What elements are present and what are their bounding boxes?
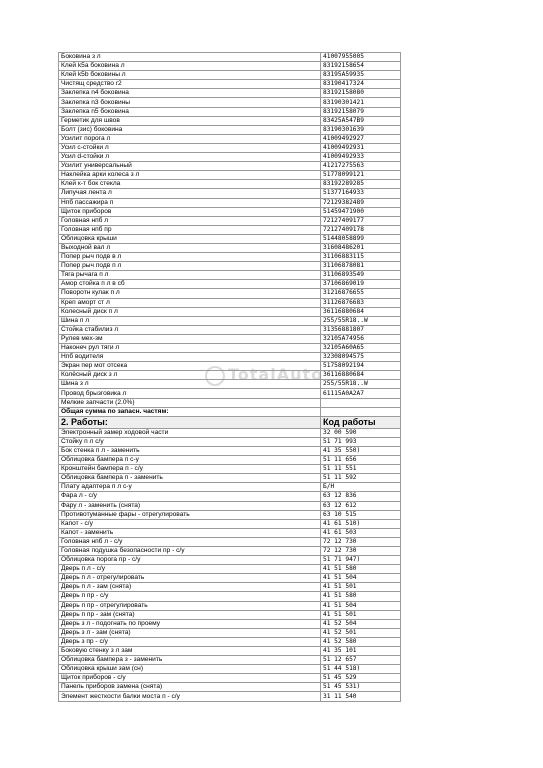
works-code: 63 12 612 — [321, 501, 401, 510]
parts-code: 83190301639 — [321, 125, 401, 134]
parts-code: 72127409178 — [321, 225, 401, 234]
works-row — [59, 565, 401, 574]
parts-row — [59, 207, 401, 216]
parts-name: Шина п л — [59, 316, 321, 325]
parts-name: Болт (зис) боковина — [59, 125, 321, 134]
parts-row — [59, 362, 401, 371]
works-row — [59, 683, 401, 692]
parts-name: Герметик для швов — [59, 116, 321, 125]
parts-code: 255/55R18..W — [321, 316, 401, 325]
works-code-header: Код работы — [321, 416, 401, 428]
works-code: 41 51 504 — [321, 574, 401, 583]
works-name: Кронштейн бампера п - с/у — [59, 465, 321, 474]
parts-code: 36116880684 — [321, 371, 401, 380]
parts-code: 31106893549 — [321, 271, 401, 280]
works-code: 51 45 529 — [321, 674, 401, 683]
parts-name: Наконеч рул тяги л — [59, 344, 321, 353]
works-code: 41 35 550) — [321, 446, 401, 455]
parts-row — [59, 153, 401, 162]
parts-row — [59, 180, 401, 189]
works-code: 41 61 510) — [321, 519, 401, 528]
works-name: Фара л - с/у — [59, 492, 321, 501]
parts-row — [59, 134, 401, 143]
parts-name: Креп аморт ст л — [59, 298, 321, 307]
works-name: Головная нпб л - с/у — [59, 537, 321, 546]
parts-name: Нпб водителя — [59, 353, 321, 362]
works-name: Дверь п л - отрегулировать — [59, 574, 321, 583]
works-name: Бок стенка п л - заменить — [59, 446, 321, 455]
works-code: 41 35 101 — [321, 647, 401, 656]
works-code: 41 51 504 — [321, 601, 401, 610]
parts-code: 32308094575 — [321, 353, 401, 362]
parts-code: 83192289285 — [321, 180, 401, 189]
parts-code: 41217275563 — [321, 162, 401, 171]
parts-row — [59, 389, 401, 398]
works-row — [59, 610, 401, 619]
parts-code: 41009492931 — [321, 143, 401, 152]
parts-name: Рулев мех-зм — [59, 334, 321, 343]
works-name: Дверь з пр - с/у — [59, 637, 321, 646]
works-row — [59, 446, 401, 455]
parts-row — [59, 334, 401, 343]
parts-row — [59, 189, 401, 198]
parts-total-row — [59, 407, 401, 416]
works-code: 72 12 730 — [321, 537, 401, 546]
parts-row — [59, 171, 401, 180]
parts-name: Провод брызговика л — [59, 389, 321, 398]
parts-name: Щиток приборов — [59, 207, 321, 216]
parts-code: 31356881807 — [321, 325, 401, 334]
parts-name: Колёсный диск з л — [59, 371, 321, 380]
works-name: Облицовка бампера з - заменить — [59, 656, 321, 665]
works-code: 63 10 515 — [321, 510, 401, 519]
estimate-sheet — [58, 52, 400, 702]
works-name: Щиток приборов - с/у — [59, 674, 321, 683]
works-name: Фару л - заменить (снята) — [59, 501, 321, 510]
parts-row — [59, 53, 401, 62]
parts-code: 83192158079 — [321, 107, 401, 116]
works-code: 51 11 551 — [321, 465, 401, 474]
works-row — [59, 674, 401, 683]
works-name: Плату адаптера п л с-у — [59, 483, 321, 492]
parts-code: 72127409177 — [321, 216, 401, 225]
parts-name: Усил d-стойки л — [59, 153, 321, 162]
parts-row — [59, 62, 401, 71]
parts-code: 83190301421 — [321, 98, 401, 107]
works-header — [59, 416, 401, 428]
parts-row — [59, 143, 401, 152]
parts-row — [59, 289, 401, 298]
parts-row — [59, 80, 401, 89]
parts-row — [59, 298, 401, 307]
parts-name: Заклепка n3 боковины — [59, 98, 321, 107]
works-code: 72 12 730 — [321, 546, 401, 555]
parts-code: 61115A0A2A7 — [321, 389, 401, 398]
parts-name: Поворотн кулак п л — [59, 289, 321, 298]
works-code: Б/Н — [321, 483, 401, 492]
parts-code: 36116880684 — [321, 307, 401, 316]
works-row — [59, 537, 401, 546]
works-name: Облицовка крыши зам (сн) — [59, 665, 321, 674]
works-name: Дверь п пр - зам (снята) — [59, 610, 321, 619]
parts-code: 51778099121 — [321, 171, 401, 180]
parts-name: Липучая лента л — [59, 189, 321, 198]
parts-rows — [59, 53, 401, 408]
works-code: 51 44 518) — [321, 665, 401, 674]
works-name: Облицовка порога пр - с/у — [59, 556, 321, 565]
parts-row — [59, 234, 401, 243]
parts-code: 83425A547B9 — [321, 116, 401, 125]
works-row — [59, 556, 401, 565]
parts-name: Амор стойка п л в сб — [59, 280, 321, 289]
parts-row — [59, 307, 401, 316]
parts-name: Стойка стабилиз л — [59, 325, 321, 334]
parts-name: Попер рыч подв п л — [59, 262, 321, 271]
works-code: 41 51 501 — [321, 583, 401, 592]
works-row — [59, 637, 401, 646]
works-code: 41 52 501 — [321, 628, 401, 637]
parts-code: 31608486201 — [321, 243, 401, 252]
watermark-text: TotalAuto — [228, 365, 324, 384]
parts-row — [59, 253, 401, 262]
parts-name: Наклейка арки колеса з л — [59, 171, 321, 180]
works-name: Панель приборов замена (снята) — [59, 683, 321, 692]
works-row — [59, 665, 401, 674]
parts-row — [59, 198, 401, 207]
parts-code: 41007955005 — [321, 53, 401, 62]
parts-name: Экран пер мот отсека — [59, 362, 321, 371]
parts-name: Усилит универсальный — [59, 162, 321, 171]
works-name: Дверь з л - зам (снята) — [59, 628, 321, 637]
works-row — [59, 528, 401, 537]
works-name: Противотуманные фары - отрегулировать — [59, 510, 321, 519]
parts-name: Шина з л — [59, 380, 321, 389]
parts-code: 41009492927 — [321, 134, 401, 143]
works-code: 31 11 540 — [321, 692, 401, 701]
parts-name: Усилит порога л — [59, 134, 321, 143]
works-code: 51 11 592 — [321, 474, 401, 483]
estimate-table — [58, 52, 401, 702]
parts-code: 83195A59935 — [321, 71, 401, 80]
works-name: Дверь п пр - отрегулировать — [59, 601, 321, 610]
works-name: Головная подушка безопасности пр - с/у — [59, 546, 321, 555]
parts-name: Колесный диск п л — [59, 307, 321, 316]
works-row — [59, 437, 401, 446]
parts-row — [59, 316, 401, 325]
works-row — [59, 546, 401, 555]
works-code: 51 71 947) — [321, 556, 401, 565]
works-name: Дверь з л - подогнать по проему — [59, 619, 321, 628]
works-code: 41 52 504 — [321, 619, 401, 628]
parts-code: 83190417324 — [321, 80, 401, 89]
parts-row — [59, 243, 401, 252]
parts-code: 51459471900 — [321, 207, 401, 216]
parts-row — [59, 398, 401, 407]
works-row — [59, 628, 401, 637]
works-code: 41 52 580 — [321, 637, 401, 646]
works-name: Дверь п л - с/у — [59, 565, 321, 574]
works-code: 63 12 836 — [321, 492, 401, 501]
parts-total — [59, 407, 401, 416]
parts-code: 51377164933 — [321, 189, 401, 198]
parts-name: Клей k5a боковина л — [59, 62, 321, 71]
parts-row — [59, 71, 401, 80]
parts-code: 83192158654 — [321, 62, 401, 71]
works-row — [59, 519, 401, 528]
parts-code: 255/55R18..W — [321, 380, 401, 389]
parts-name: Облицовка крыши — [59, 234, 321, 243]
parts-name: Тяга рычага п л — [59, 271, 321, 280]
works-code: 32 00 590 — [321, 428, 401, 437]
works-section-title: 2. Работы: — [59, 416, 321, 428]
parts-row — [59, 371, 401, 380]
works-row — [59, 692, 401, 701]
parts-row — [59, 116, 401, 125]
parts-code: 41009492933 — [321, 153, 401, 162]
parts-code: 31126876683 — [321, 298, 401, 307]
parts-name: Чистящ средство r2 — [59, 80, 321, 89]
works-row — [59, 601, 401, 610]
parts-name: Мелкие запчасти (2.0%) — [59, 398, 321, 407]
works-name: Электронный замер ходовой части — [59, 428, 321, 437]
works-code: 41 61 503 — [321, 528, 401, 537]
works-name: Элемент жесткости балки моста п - с/у — [59, 692, 321, 701]
works-row — [59, 656, 401, 665]
works-row — [59, 465, 401, 474]
works-row — [59, 592, 401, 601]
parts-row — [59, 271, 401, 280]
works-code: 51 12 657 — [321, 656, 401, 665]
parts-row — [59, 325, 401, 334]
parts-code: 51448058899 — [321, 234, 401, 243]
works-row — [59, 483, 401, 492]
works-rows — [59, 428, 401, 701]
parts-row — [59, 125, 401, 134]
parts-row — [59, 262, 401, 271]
parts-name: Заклепка n4 боковина — [59, 89, 321, 98]
parts-code: 32105A60A65 — [321, 344, 401, 353]
parts-code: 31106883115 — [321, 253, 401, 262]
works-row — [59, 428, 401, 437]
works-name: Боковую стенку з л зам — [59, 647, 321, 656]
works-row — [59, 574, 401, 583]
works-row — [59, 456, 401, 465]
works-name: Дверь п л - зам (снята) — [59, 583, 321, 592]
works-row — [59, 501, 401, 510]
works-name: Капот - заменить — [59, 528, 321, 537]
parts-code: 51758092194 — [321, 362, 401, 371]
parts-total-label: Общая сумма по запасн. частям: — [59, 407, 321, 416]
works-code: 51 45 531) — [321, 683, 401, 692]
parts-name: Заклепка n5 боковина — [59, 107, 321, 116]
works-row — [59, 619, 401, 628]
works-name: Стойку п л с/у — [59, 437, 321, 446]
parts-row — [59, 225, 401, 234]
works-row — [59, 474, 401, 483]
works-code: 41 51 501 — [321, 610, 401, 619]
works-code: 51 71 993 — [321, 437, 401, 446]
parts-row — [59, 89, 401, 98]
works-name: Облицовка бампера п с-у — [59, 456, 321, 465]
parts-name: Клей к-т бок стекла — [59, 180, 321, 189]
works-code: 41 51 580 — [321, 592, 401, 601]
parts-row — [59, 344, 401, 353]
parts-name: Боковина з л — [59, 53, 321, 62]
parts-code: 72129382489 — [321, 198, 401, 207]
parts-name: Клей k5b боковины л — [59, 71, 321, 80]
parts-code: 32105A74956 — [321, 334, 401, 343]
parts-name: Выходной вал л — [59, 243, 321, 252]
parts-code — [321, 398, 401, 407]
parts-row — [59, 107, 401, 116]
parts-name: Усил с-стойки л — [59, 143, 321, 152]
parts-code: 31106878081 — [321, 262, 401, 271]
works-section-row — [59, 416, 401, 428]
parts-name: Головная нпб пр — [59, 225, 321, 234]
works-name: Дверь п пр - с/у — [59, 592, 321, 601]
parts-row — [59, 380, 401, 389]
works-row — [59, 492, 401, 501]
works-name: Капот - с/у — [59, 519, 321, 528]
parts-name: Нпб пассажира п — [59, 198, 321, 207]
works-code: 41 51 580 — [321, 565, 401, 574]
parts-code: 37106869019 — [321, 280, 401, 289]
parts-name: Головная нпб л — [59, 216, 321, 225]
parts-code: 83192158080 — [321, 89, 401, 98]
parts-total-value — [321, 407, 401, 416]
parts-code: 31216876655 — [321, 289, 401, 298]
works-row — [59, 583, 401, 592]
parts-row — [59, 216, 401, 225]
parts-name: Попер рыч подв в л — [59, 253, 321, 262]
works-name: Облицовка бампера п - заменить — [59, 474, 321, 483]
parts-row — [59, 162, 401, 171]
works-row — [59, 647, 401, 656]
parts-row — [59, 280, 401, 289]
parts-row — [59, 353, 401, 362]
works-code: 51 11 656 — [321, 456, 401, 465]
parts-row — [59, 98, 401, 107]
works-row — [59, 510, 401, 519]
